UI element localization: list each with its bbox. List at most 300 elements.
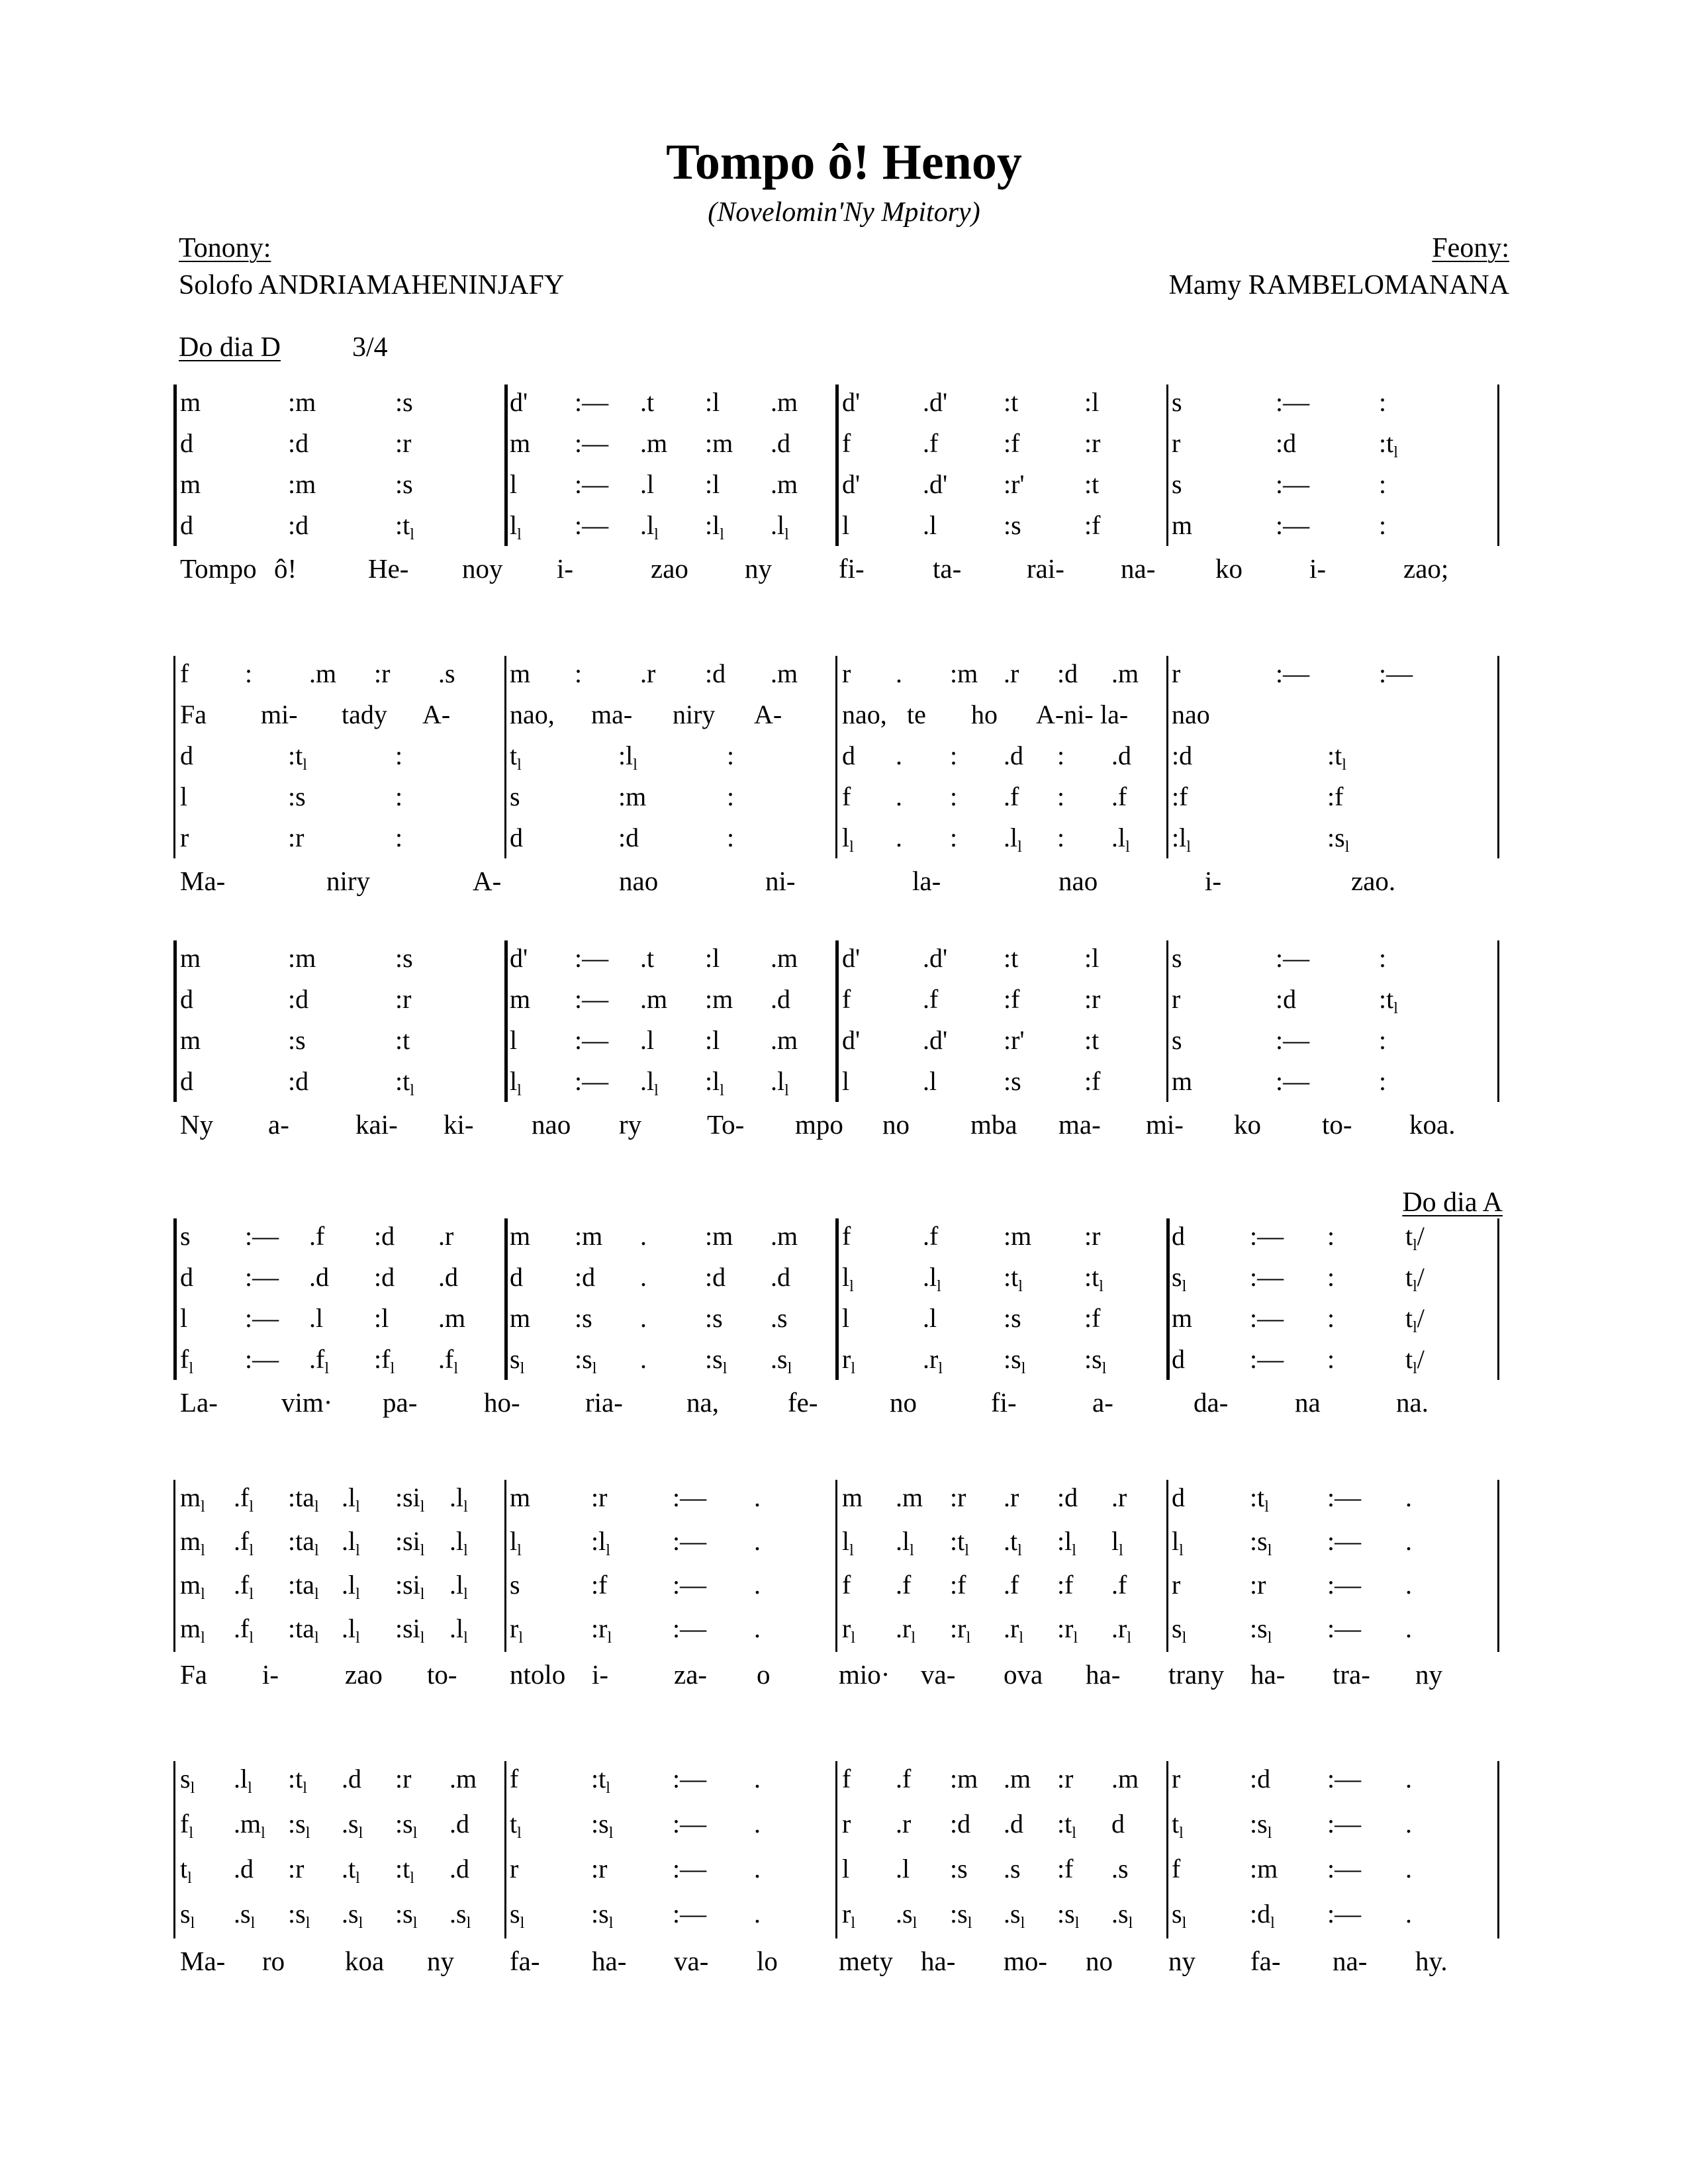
music-label: Feony: (1432, 233, 1509, 263)
lyric-syllable: ô! (274, 553, 297, 584)
sol-fa-note: $:t_l$ (1327, 741, 1346, 774)
sol-fa-note: :f (1084, 510, 1101, 540)
sol-fa-note: $.s_l$ (342, 1809, 363, 1842)
sol-fa-note: :m (575, 1221, 603, 1251)
sol-fa-note: .m (309, 659, 337, 688)
sol-fa-note: $:s_l$ (591, 1809, 614, 1842)
sol-fa-note: : (727, 823, 735, 852)
sol-fa-note: :— (1276, 659, 1310, 688)
sol-fa-note: .m (771, 1025, 798, 1055)
sol-fa-note: f (1172, 1854, 1181, 1884)
sol-fa-note: . (1405, 1526, 1412, 1556)
sol-fa-note: :— (1327, 1899, 1362, 1929)
sol-fa-note: :s (575, 1303, 592, 1333)
sol-fa-note: $t_l/$ (1405, 1221, 1425, 1254)
sol-fa-note: .l (923, 510, 937, 540)
sol-fa-note: r (1172, 1764, 1181, 1794)
sol-fa-note: :f (1004, 428, 1020, 458)
sol-fa-note: :— (245, 1221, 279, 1251)
sol-fa-note: s (1172, 1025, 1182, 1055)
sol-fa-note: . (896, 823, 902, 852)
sol-fa-note: $.t_l$ (342, 1854, 360, 1887)
sol-fa-note: $:si_l$ (395, 1526, 425, 1559)
lyric-syllable: va- (674, 1946, 709, 1976)
sol-fa-note: $:s_l$ (1004, 1344, 1026, 1377)
sol-fa-note: $t_l$ (510, 741, 522, 774)
sol-fa-note: $.l_l$ (342, 1482, 360, 1516)
sol-fa-note: :m (288, 469, 316, 499)
sol-fa-note: .d' (923, 1025, 948, 1055)
sol-fa-note: $:s_l$ (1250, 1809, 1272, 1842)
lyric-syllable: a- (268, 1109, 289, 1140)
sol-fa-note: :— (673, 1899, 707, 1929)
lyric-syllable: ria- (585, 1387, 623, 1418)
sol-fa-note: d' (510, 387, 528, 417)
sol-fa-note: d (180, 510, 193, 540)
barline (1166, 1480, 1168, 1652)
sol-fa-note: d (1111, 1809, 1125, 1839)
sol-fa-note: :d (1276, 984, 1297, 1014)
sol-fa-note: :— (245, 1262, 279, 1292)
sol-fa-note: :— (673, 1482, 707, 1512)
sol-fa-note: $:l_l$ (705, 510, 724, 543)
lyric-syllable: to- (427, 1659, 457, 1690)
sol-fa-note: r (1172, 428, 1181, 458)
sol-fa-note: $r_l$ (510, 1614, 523, 1647)
sol-fa-note: :f (1057, 1854, 1074, 1884)
sol-fa-note: l (510, 469, 518, 499)
sol-fa-note: : (395, 823, 403, 852)
lyric-syllable: A- (473, 866, 502, 896)
sol-fa-note: d' (842, 943, 861, 973)
sol-fa-note: $:si_l$ (395, 1482, 425, 1516)
sol-fa-note: : (727, 741, 735, 770)
lyric-syllable: na- (1333, 1946, 1368, 1976)
sol-fa-note: $l_l$ (842, 1526, 854, 1559)
sol-fa-note: :— (245, 1303, 279, 1333)
sol-fa-note: : (1327, 1303, 1335, 1333)
sol-fa-note: .d' (923, 387, 948, 417)
lyric-syllable: o (757, 1659, 771, 1690)
sol-fa-note: :d (705, 1262, 726, 1292)
sol-fa-note: s (510, 782, 520, 811)
sol-fa-note: :d (1057, 659, 1078, 688)
sol-fa-note: : (1379, 469, 1387, 499)
lyric-syllable: i- (592, 1659, 609, 1690)
sol-fa-note: $m_l$ (180, 1482, 205, 1516)
sol-fa-note: .m (896, 1482, 923, 1512)
sol-fa-note: :f (1172, 782, 1188, 811)
sol-fa-note: :d (1250, 1764, 1271, 1794)
sol-fa-note: :m (1250, 1854, 1278, 1884)
sol-fa-note: $f_l$ (180, 1344, 193, 1377)
sol-fa-note: $:s_l$ (395, 1899, 418, 1932)
sol-fa-note: $:t_l$ (950, 1526, 969, 1559)
sol-fa-note: $m_l$ (180, 1614, 205, 1647)
sol-fa-note: : (1379, 943, 1387, 973)
lyric-syllable: fa- (510, 1946, 540, 1976)
sol-fa-note: .f (923, 1221, 939, 1251)
inline-lyric-syllable: la- (1100, 700, 1129, 729)
sol-fa-note: :l (1084, 943, 1100, 973)
sol-fa-note: $.f_l$ (438, 1344, 458, 1377)
sol-fa-note: $s_l$ (180, 1899, 195, 1932)
sol-fa-note: : (1379, 1025, 1387, 1055)
sol-fa-note: .f (1004, 1570, 1019, 1600)
sol-fa-note: :— (575, 1025, 609, 1055)
sol-fa-note: .d (771, 1262, 790, 1292)
sol-fa-note: :d (288, 984, 309, 1014)
sol-fa-note: $:s_l$ (575, 1344, 597, 1377)
lyric-syllable: rai- (1027, 553, 1064, 584)
sol-fa-note: .d (438, 1262, 458, 1292)
sol-fa-note: :— (673, 1809, 707, 1839)
sol-fa-note: :r (395, 428, 412, 458)
sol-fa-note: $.l_l$ (234, 1764, 252, 1797)
barline (173, 1761, 175, 1938)
lyric-syllable: mety (839, 1946, 893, 1976)
sol-fa-note: $.r_l$ (1004, 1614, 1023, 1647)
sol-fa-note: $:s_l$ (288, 1809, 310, 1842)
sol-fa-note: d (1172, 1221, 1185, 1251)
sol-fa-note: d' (842, 469, 861, 499)
sol-fa-note: :f (591, 1570, 608, 1600)
lyric-syllable: ny (745, 553, 772, 584)
sol-fa-note: m (510, 1482, 531, 1512)
sol-fa-note: :t (1084, 469, 1100, 499)
sol-fa-note: :l (705, 469, 720, 499)
barline (1497, 940, 1499, 1102)
sol-fa-note: :— (1379, 659, 1413, 688)
sol-fa-note: $:s_l$ (1250, 1614, 1272, 1647)
sol-fa-note: $.f_l$ (234, 1570, 254, 1603)
sol-fa-note: f (842, 1764, 851, 1794)
lyric-syllable: no (890, 1387, 917, 1418)
sol-fa-note: m (180, 943, 201, 973)
inline-lyric-syllable: A- (422, 700, 451, 729)
sol-fa-note: $.r_l$ (923, 1344, 943, 1377)
sol-fa-note: :— (575, 943, 609, 973)
barline (504, 940, 508, 1102)
sol-fa-note: :d (1057, 1482, 1078, 1512)
lyric-syllable: la- (912, 866, 941, 896)
sol-fa-note: .m (449, 1764, 477, 1794)
inline-lyric-syllable: A-ni- (1036, 700, 1094, 729)
barline (1497, 1761, 1499, 1938)
sol-fa-note: :— (575, 428, 609, 458)
sol-fa-note: $:s_l$ (705, 1344, 727, 1377)
sol-fa-note: . (640, 1262, 647, 1292)
sol-fa-note: . (754, 1482, 761, 1512)
sol-fa-note: .d (1111, 741, 1131, 770)
lyric-syllable: ha- (1086, 1659, 1121, 1690)
sol-fa-note: :— (1276, 1066, 1310, 1096)
lyric-syllable: za- (674, 1659, 708, 1690)
sol-fa-note: : (1327, 1221, 1335, 1251)
lyric-syllable: koa (345, 1946, 385, 1976)
barline (173, 385, 177, 546)
sol-fa-note: $.l_l$ (640, 1066, 659, 1099)
sol-fa-note: $:t_l$ (1379, 984, 1398, 1017)
lyricist-name: Solofo ANDRIAMAHENINJAFY (179, 270, 565, 300)
sol-fa-note: :r (1057, 1764, 1074, 1794)
sol-fa-note: :— (1250, 1262, 1284, 1292)
sol-fa-note: d (180, 428, 193, 458)
sol-fa-note: $:t_l$ (1250, 1482, 1269, 1516)
barline (504, 1761, 506, 1938)
sol-fa-note: $f_l$ (180, 1809, 193, 1842)
lyric-syllable: He- (368, 553, 409, 584)
sol-fa-note: $:ta_l$ (288, 1526, 319, 1559)
sol-fa-note: :t (1004, 387, 1019, 417)
sol-fa-note: :d (618, 823, 639, 852)
lyric-syllable: trany (1168, 1659, 1225, 1690)
sol-fa-note: :s (1004, 1303, 1021, 1333)
barline (1166, 1218, 1170, 1380)
lyric-syllable: i- (1205, 866, 1222, 896)
sol-fa-note: l (842, 1303, 850, 1333)
sol-fa-note: l (180, 1303, 188, 1333)
sol-fa-note: r (842, 1809, 851, 1839)
sol-fa-note: .f (1004, 782, 1019, 811)
sol-fa-note: :r (1250, 1570, 1266, 1600)
sol-fa-note: $:l_l$ (618, 741, 637, 774)
sol-fa-note: :d (950, 1809, 971, 1839)
barline (504, 1218, 508, 1380)
sol-fa-note: .l (923, 1066, 937, 1096)
sol-fa-note: $:r_l$ (950, 1614, 971, 1647)
lyric-syllable: na. (1396, 1387, 1429, 1418)
sol-fa-note: :m (618, 782, 647, 811)
sol-fa-note: $.s_l$ (896, 1899, 917, 1932)
sol-fa-note: :r (395, 1764, 412, 1794)
sol-fa-note: :r (374, 659, 391, 688)
sol-fa-note: $s_l$ (1172, 1262, 1187, 1295)
sol-fa-note: s (180, 1221, 191, 1251)
lyric-syllable: ny (1415, 1659, 1442, 1690)
sol-fa-note: :t (1084, 1025, 1100, 1055)
sol-fa-note: d (180, 741, 193, 770)
sol-fa-note: $:ta_l$ (288, 1570, 319, 1603)
sol-fa-note: d (1172, 1344, 1185, 1374)
barline (835, 1480, 837, 1652)
lyric-syllable: na, (686, 1387, 719, 1418)
lyric-syllable: nao (619, 866, 659, 896)
sol-fa-note: $.s_l$ (771, 1344, 792, 1377)
sol-fa-note: d (1172, 1482, 1185, 1512)
sol-fa-note: :— (1276, 1025, 1310, 1055)
sol-fa-note: :f (1004, 984, 1020, 1014)
sol-fa-note: $t_l/$ (1405, 1262, 1425, 1295)
sol-fa-note: :d (1172, 741, 1193, 770)
sol-fa-note: f (842, 1221, 851, 1251)
sol-fa-note: f (510, 1764, 519, 1794)
sol-fa-note: $:f_l$ (374, 1344, 395, 1377)
lyric-syllable: da- (1194, 1387, 1229, 1418)
sol-fa-note: $s_l$ (1172, 1614, 1187, 1647)
sol-fa-note: :d (288, 510, 309, 540)
sol-fa-note: :— (1327, 1764, 1362, 1794)
sol-fa-note: d (510, 1262, 523, 1292)
sol-fa-note: . (1405, 1854, 1412, 1884)
sol-fa-note: :— (245, 1344, 279, 1374)
sol-fa-note: . (754, 1614, 761, 1643)
sol-fa-note: m (1172, 1066, 1193, 1096)
sol-fa-note: $.l_l$ (1111, 823, 1130, 856)
sol-fa-note: .d (771, 984, 790, 1014)
sol-fa-note: $l_l$ (510, 510, 522, 543)
modulation-label: Do dia A (1402, 1187, 1503, 1218)
sol-fa-note: r (180, 823, 189, 852)
sol-fa-note: :— (673, 1614, 707, 1643)
sol-fa-note: f (842, 428, 851, 458)
song-subtitle: (Novelomin'Ny Mpitory) (708, 197, 980, 228)
sol-fa-note: $.l_l$ (640, 510, 659, 543)
lyric-syllable: ki- (444, 1109, 474, 1140)
lyric-syllable: nao (532, 1109, 571, 1140)
sol-fa-note: :r (950, 1482, 966, 1512)
sol-fa-note: $:t_l$ (1084, 1262, 1103, 1295)
sol-fa-note: :— (673, 1854, 707, 1884)
sol-fa-note: . (1405, 1899, 1412, 1929)
lyrics-label: Tonony: (179, 233, 271, 263)
sol-fa-note: $:t_l$ (395, 1066, 414, 1099)
sol-fa-note: $.l_l$ (449, 1614, 468, 1647)
sol-fa-note: $.f_l$ (234, 1614, 254, 1647)
lyric-syllable: zao (345, 1659, 383, 1690)
lyric-syllable: na (1295, 1387, 1321, 1418)
sol-fa-note: $:s_l$ (591, 1899, 614, 1932)
sol-fa-note: $:ta_l$ (288, 1614, 319, 1647)
lyric-syllable: To- (707, 1109, 745, 1140)
barline (1497, 1218, 1499, 1380)
sol-fa-note: :— (1276, 943, 1310, 973)
sol-fa-note: .m (438, 1303, 466, 1333)
sol-fa-note: l (842, 1854, 850, 1884)
sol-fa-note: :s (1004, 1066, 1021, 1096)
sol-fa-note: :r (1084, 984, 1101, 1014)
inline-lyric-syllable: niry (673, 700, 716, 729)
barline (835, 940, 839, 1102)
inline-lyric-syllable: nao, (842, 700, 887, 729)
sol-fa-note: $:t_l$ (288, 1764, 307, 1797)
sol-fa-note: :r (288, 1854, 305, 1884)
sol-fa-note: $r_l$ (842, 1344, 855, 1377)
lyric-syllable: zao. (1351, 866, 1396, 896)
sol-fa-note: $:t_l$ (1057, 1809, 1076, 1842)
lyric-syllable: La- (180, 1387, 218, 1418)
lyric-syllable: fi- (991, 1387, 1017, 1418)
sol-fa-note: :s (1004, 510, 1021, 540)
composer-name: Mamy RAMBELOMANANA (1168, 270, 1509, 300)
lyric-syllable: tra- (1333, 1659, 1370, 1690)
inline-lyric-syllable: mi- (261, 700, 298, 729)
sol-fa-note: .t (640, 943, 655, 973)
sol-fa-note: $:l_l$ (1057, 1526, 1076, 1559)
sol-fa-note: :— (575, 1066, 609, 1096)
sol-fa-note: .d (234, 1854, 254, 1884)
sol-fa-note: :f (950, 1570, 966, 1600)
lyric-syllable: ry (619, 1109, 642, 1140)
sol-fa-note: :— (673, 1526, 707, 1556)
sol-fa-note: $t_l$ (1172, 1809, 1184, 1842)
sol-fa-note: .r (1004, 659, 1019, 688)
sol-fa-note: $.m_l$ (234, 1809, 265, 1842)
sol-fa-note: :r (395, 984, 412, 1014)
barline (173, 940, 177, 1102)
barline (1166, 940, 1168, 1102)
sol-fa-note: .f (896, 1570, 912, 1600)
sol-fa-note: m (510, 1303, 531, 1333)
sol-fa-note: :r (591, 1854, 608, 1884)
sol-fa-note: : (1379, 387, 1387, 417)
sol-fa-note: f (842, 1570, 851, 1600)
sol-fa-note: $t_l$ (510, 1809, 522, 1842)
sol-fa-note: .m (771, 1221, 798, 1251)
lyric-syllable: Fa (180, 1659, 207, 1690)
lyric-syllable: ha- (592, 1946, 627, 1976)
sol-fa-note: $:l_l$ (591, 1526, 610, 1559)
lyric-syllable: Ma- (180, 866, 226, 896)
sol-fa-note: :r (288, 823, 305, 852)
sol-fa-note: $t_l$ (180, 1854, 192, 1887)
sol-fa-note: $r_l$ (842, 1614, 855, 1647)
sol-fa-note: $.l_l$ (771, 510, 789, 543)
barline (504, 656, 506, 858)
sol-fa-note: :— (1327, 1809, 1362, 1839)
sol-fa-note: . (640, 1344, 647, 1374)
song-title: Tompo ô! Henoy (666, 134, 1022, 190)
sol-fa-note: .l (309, 1303, 324, 1333)
sol-fa-note: :r' (1004, 469, 1025, 499)
barline (504, 1480, 506, 1652)
lyric-syllable: fa- (1250, 1946, 1281, 1976)
lyric-syllable: Ny (180, 1109, 214, 1140)
sol-fa-note: $.s_l$ (1111, 1899, 1133, 1932)
sol-fa-note: $s_l$ (1172, 1899, 1187, 1932)
barline (173, 1480, 175, 1652)
sol-fa-note: .l (640, 1025, 655, 1055)
sol-fa-note: :— (1327, 1614, 1362, 1643)
sol-fa-note: m (1172, 510, 1193, 540)
sol-fa-note: :— (1327, 1526, 1362, 1556)
sol-fa-note: : (245, 659, 253, 688)
sol-fa-note: . (640, 1303, 647, 1333)
sol-fa-note: :m (705, 1221, 733, 1251)
sol-fa-note: $:s_l$ (1327, 823, 1350, 856)
sol-fa-note: $:si_l$ (395, 1614, 425, 1647)
barline (1497, 385, 1499, 546)
sol-fa-note: l (510, 1025, 518, 1055)
lyric-syllable: ni- (765, 866, 796, 896)
sol-fa-note: .m (640, 428, 668, 458)
sol-fa-note: m (180, 469, 201, 499)
lyric-syllable: ta- (933, 553, 962, 584)
sol-fa-note: $l_l$ (842, 823, 854, 856)
sol-fa-note: $.l_l$ (449, 1526, 468, 1559)
sol-fa-note: . (754, 1764, 761, 1794)
sol-fa-note: $.l_l$ (449, 1570, 468, 1603)
sol-fa-note: : (395, 782, 403, 811)
sol-fa-note: .d (771, 428, 790, 458)
sol-fa-note: .l (923, 1303, 937, 1333)
inline-lyric-syllable: nao (1172, 700, 1210, 729)
barline (835, 385, 839, 546)
sol-fa-note: :— (1327, 1570, 1362, 1600)
sol-fa-note: . (896, 782, 902, 811)
lyric-syllable: Ma- (180, 1946, 226, 1976)
barline (173, 656, 175, 858)
